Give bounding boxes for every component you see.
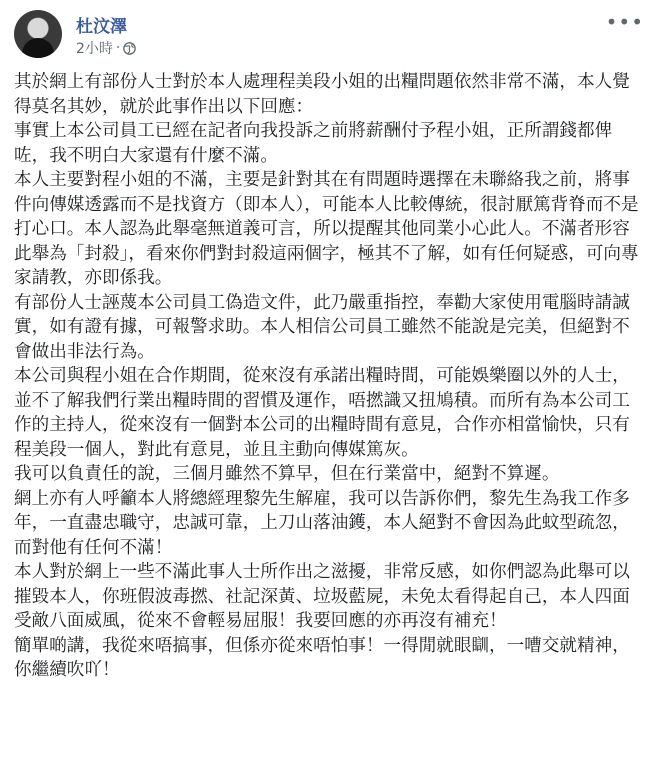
- post-paragraph: 其於網上有部份人士對於本人處理程美段小姐的出糧問題依然非常不滿，本人覺得莫名其妙，就於此事作出以下回應：: [14, 72, 630, 117]
- meta-separator: ·: [115, 40, 121, 56]
- post-meta: [76, 38, 136, 58]
- post-paragraph: 事實上本公司員工已經在記者向我投訴之前將薪酬付予程小姐，正所謂錢都俾咗，我不明白大家還有什麼不滿。: [14, 121, 613, 166]
- post-header: [14, 10, 660, 62]
- more-options-icon[interactable]: •••: [605, 10, 644, 34]
- post-timestamp[interactable]: 2小時: [76, 41, 113, 57]
- avatar-figure: [22, 38, 54, 58]
- post-body: [14, 70, 644, 683]
- globe-icon[interactable]: [123, 42, 136, 55]
- post-paragraph: 簡單啲講，我從來唔搞事，但係亦從來唔怕事！一得閒就眼瞓，一嘈交就精神，你繼續吹吖！: [14, 635, 630, 680]
- author-name[interactable]: 杜汶澤: [76, 17, 127, 37]
- author-avatar[interactable]: [14, 10, 62, 58]
- post-paragraph: 網上亦有人呼籲本人將總經理黎先生解雇，我可以告訴你們，黎先生為我工作多年，一直盡忠職守，忠誠可靠，上刀山落油鑊，本人絕對不會因為此蚊型疏忽，而對他有任何不滿！: [14, 488, 630, 558]
- post-paragraph: 有部份人士誣蔑本公司員工偽造文件，此乃嚴重指控，奉勸大家使用電腦時請誠實，如有證有據，可報警求助。本人相信公司員工雖然不能說是完美，但絕對不會做出非法行為。: [14, 292, 630, 362]
- post-paragraph: 本人主要對程小姐的不滿，主要是針對其在有問題時選擇在未聯絡我之前，將事件向傳媒透露而不是找資方（即本人），可能本人比較傳統，很討厭篤背脊而不是打心口。本人認為此舉毫無道義可言，所以提醒其他同業小心此人。不滿者形容此舉為「封殺」，看來你們對封殺這兩個字，極其不了解，如有任何疑惑，可向專家請教，亦即係我。: [14, 170, 639, 288]
- post-paragraph: 本人對於網上一些不滿此事人士所作出之滋擾，非常反感，如你們認為此舉可以摧毀本人，你班假波毒撚、社記深黃、垃圾藍屍，未免太看得起自己，本人四面受敵八面威風，從來不會輕易屈服！我要回應的亦再沒有補充！: [14, 562, 630, 631]
- post-paragraph: 本公司與程小姐在合作期間，從來沒有承諾出糧時間，可能娛樂圈以外的人士，並不了解我們行業出糧時間的習慣及運作，唔撚識又扭鳩積。而所有為本公司工作的主持人，從來沒有一個對本公司的出糧時間有意見，合作亦相當愉快，只有程美段一個人，對此有意見，並且主動向傳媒篤灰。: [14, 366, 630, 460]
- post-paragraph: 我可以負責任的說，三個月雖然不算早，但在行業當中，絕對不算遲。: [14, 464, 560, 484]
